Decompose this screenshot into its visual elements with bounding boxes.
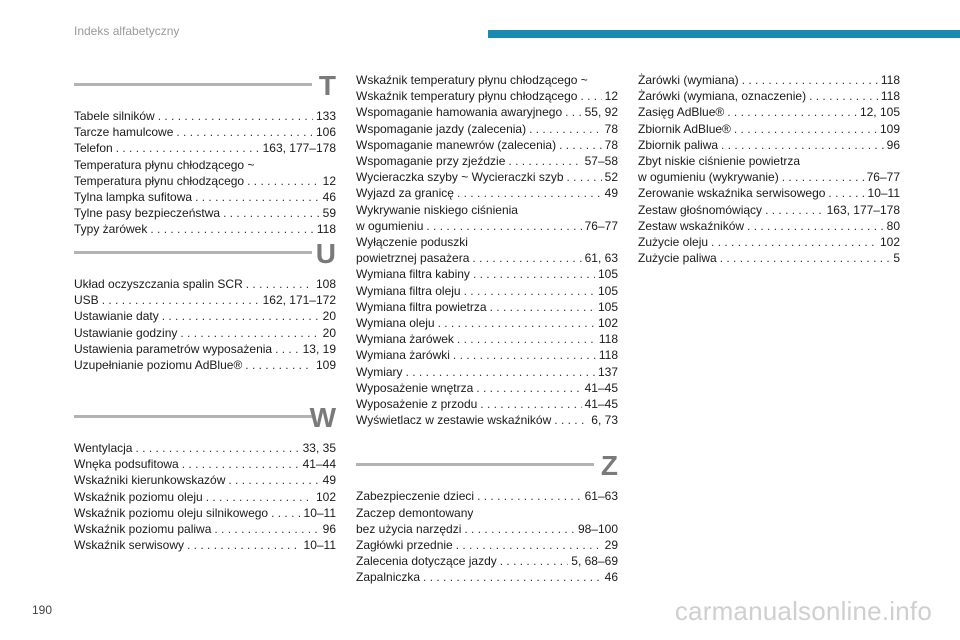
index-entry — [74, 341, 336, 357]
index-entry-heading: Wykrywanie niskiego ciśnienia — [356, 202, 518, 217]
index-column-right — [638, 72, 900, 266]
index-entry-list — [356, 488, 618, 585]
dot-leader — [453, 347, 596, 363]
dot-leader — [102, 292, 260, 308]
index-entry-text: Wskaźnik poziomu oleju silnikowego — [74, 505, 269, 520]
section-header — [356, 450, 618, 492]
index-entry-pages[interactable]: 5 — [893, 251, 900, 266]
index-entry-text: Wyposażenie z przodu — [356, 397, 478, 412]
index-entry-pages[interactable]: 163, 177–178 — [262, 141, 336, 156]
index-entry — [356, 202, 618, 234]
index-entry-pages[interactable]: 105 — [597, 267, 618, 282]
index-entry-text: Zużycie paliwa — [638, 251, 717, 266]
dot-leader — [464, 521, 575, 537]
index-entry — [638, 72, 900, 88]
index-entry — [638, 202, 900, 218]
index-entry — [74, 189, 336, 205]
section-header — [74, 402, 336, 444]
index-entry — [356, 347, 618, 363]
index-entry — [638, 218, 900, 234]
index-entry-text: Zasięg AdBlue® — [638, 105, 725, 120]
dot-leader — [246, 276, 313, 292]
index-entry-pages[interactable]: 118 — [316, 222, 336, 237]
index-entry-pages[interactable]: 118 — [598, 348, 618, 363]
index-entry — [356, 488, 618, 504]
section-w — [74, 402, 336, 553]
index-entry-text: Telefon — [74, 141, 113, 156]
index-entry-text: Wyposażenie wnętrza — [356, 380, 474, 395]
index-entry-pages[interactable]: 96 — [886, 137, 900, 152]
dot-leader — [490, 299, 595, 315]
index-entry-pages[interactable]: 76–77 — [866, 170, 900, 185]
index-entry-text: bez użycia narzędzi — [356, 521, 462, 536]
index-entry-pages[interactable]: 41–45 — [584, 380, 618, 395]
index-entry — [74, 276, 336, 292]
index-entry-pages[interactable]: 118 — [598, 332, 618, 347]
index-entry-text: Wskaźnik poziomu paliwa — [74, 522, 212, 537]
index-entry — [356, 412, 618, 428]
index-entry-text: Zbiornik paliwa — [638, 137, 719, 152]
index-entry-heading: Zaczep demontowany — [356, 505, 474, 520]
dot-leader — [456, 537, 602, 553]
index-entry-pages[interactable]: 78 — [604, 121, 618, 136]
dot-leader — [438, 315, 595, 331]
section-header — [74, 70, 336, 112]
dot-leader — [567, 169, 602, 185]
index-entry-pages[interactable]: 118 — [880, 89, 900, 104]
section-divider — [356, 463, 594, 466]
index-entry-text: Żarówki (wymiana, oznaczenie) — [638, 89, 807, 104]
index-entry — [356, 537, 618, 553]
index-entry-pages[interactable]: 108 — [315, 277, 336, 291]
index-entry-pages[interactable]: 59 — [322, 206, 336, 221]
index-entry-text: Zbiornik AdBlue® — [638, 121, 731, 136]
dot-leader — [828, 185, 864, 201]
index-entry-pages[interactable]: 78 — [604, 137, 618, 152]
index-entry — [74, 472, 336, 488]
index-entry-text: Żarówki (wymiana) — [638, 73, 739, 87]
index-entry-text: Wymiary — [356, 364, 403, 379]
index-entry — [356, 153, 618, 169]
index-entry-pages[interactable]: 13, 19 — [302, 341, 336, 356]
index-entry — [638, 234, 900, 250]
index-entry-text: Zabezpieczenie dzieci — [356, 489, 475, 504]
index-entry-heading: Zbyt niskie ciśnienie powietrza — [638, 154, 801, 169]
index-entry — [74, 521, 336, 537]
index-entry-heading: Wyłączenie poduszki — [356, 235, 468, 250]
index-entry-pages[interactable]: 52 — [604, 170, 618, 185]
index-entry-pages[interactable]: 118 — [880, 73, 900, 87]
index-entry-text: Wyświetlacz w zestawie wskaźników — [356, 413, 552, 428]
dot-leader — [457, 185, 602, 201]
index-entry-text: Tylna lampka sufitowa — [74, 190, 193, 205]
index-entry-pages[interactable]: 98–100 — [577, 521, 618, 536]
index-entry — [74, 124, 336, 140]
index-entry-heading: Wskaźnik temperatury płynu chłodzącego ~ — [356, 73, 588, 87]
dot-leader — [565, 104, 582, 120]
index-entry-text: Wspomaganie hamowania awaryjnego — [356, 105, 563, 120]
index-entry — [638, 104, 900, 120]
index-entry-text: Wspomaganie jazdy (zalecenia) — [356, 121, 527, 136]
index-entry-text: Zerowanie wskaźnika serwisowego — [638, 186, 826, 201]
dot-leader — [162, 308, 320, 324]
dot-leader — [476, 380, 581, 396]
index-entry-text: Wspomaganie przy zjeździe — [356, 154, 506, 169]
index-entry-text: Tylne pasy bezpieczeństwa — [74, 206, 221, 221]
index-entry-pages[interactable]: 29 — [604, 538, 618, 553]
index-entry-text: Temperatura płynu chłodzącego — [74, 173, 245, 188]
index-entry — [74, 537, 336, 553]
index-entry-pages[interactable]: 12, 105 — [859, 105, 900, 120]
index-entry-text: Ustawienia parametrów wyposażenia — [74, 341, 273, 356]
index-entry-pages[interactable]: 10–11 — [303, 505, 336, 520]
index-entry-pages[interactable]: 105 — [597, 283, 618, 298]
dot-leader — [472, 250, 581, 266]
index-entry-text: Zestaw głośnomówiący — [638, 202, 763, 217]
dot-leader — [135, 440, 299, 456]
index-column-left — [74, 70, 336, 553]
dot-leader — [176, 124, 313, 140]
index-entry — [74, 140, 336, 156]
index-entry — [74, 456, 336, 472]
dot-leader — [195, 189, 320, 205]
index-entry-list — [74, 440, 336, 553]
dot-leader — [150, 221, 314, 237]
index-entry-text: Wymiana oleju — [356, 316, 435, 331]
index-entry-pages[interactable]: 10–11 — [303, 538, 336, 553]
index-entry-pages[interactable]: 12 — [322, 173, 336, 188]
index-entry-text: Układ oczyszczania spalin SCR — [74, 277, 243, 291]
dot-leader — [116, 140, 260, 156]
dot-leader — [480, 396, 581, 412]
section-letter: T — [318, 70, 336, 101]
index-entry — [356, 72, 618, 104]
index-entry-pages[interactable]: 109 — [879, 121, 900, 136]
index-entry — [74, 205, 336, 221]
index-entry-text: w ogumieniu (wykrywanie) — [638, 170, 779, 185]
index-entry-text: Uzupełnianie poziomu AdBlue® — [74, 358, 243, 373]
index-entry-text: Wspomaganie manewrów (zalecenia) — [356, 137, 557, 152]
index-entry-pages[interactable]: 102 — [879, 235, 900, 250]
running-header-title: Indeks alfabetyczny — [74, 24, 180, 38]
index-entry — [356, 137, 618, 153]
index-entry-pages[interactable]: 137 — [597, 364, 618, 379]
index-entry-pages[interactable]: 12 — [604, 89, 618, 104]
index-entry-heading: Temperatura płynu chłodzącego ~ — [74, 157, 255, 172]
dot-leader — [187, 537, 301, 553]
section-header — [74, 238, 336, 280]
index-entry — [74, 308, 336, 324]
dot-leader — [473, 266, 595, 282]
dot-leader — [247, 173, 320, 189]
dot-leader — [426, 218, 581, 234]
dot-leader — [228, 472, 319, 488]
section-letter: Z — [600, 450, 618, 482]
index-entry-pages[interactable]: 46 — [604, 570, 618, 585]
index-entry — [356, 104, 618, 120]
index-entry-pages[interactable]: 105 — [597, 299, 618, 314]
index-entry — [356, 283, 618, 299]
index-entry-text: Wymiana filtra powietrza — [356, 299, 487, 314]
index-entry-pages[interactable]: 6, 73 — [591, 413, 618, 428]
index-entry-pages[interactable]: 96 — [322, 522, 336, 537]
dot-leader — [508, 153, 581, 169]
dot-leader — [580, 88, 601, 104]
index-entry-pages[interactable]: 106 — [315, 125, 336, 140]
index-entry-text: Tarcze hamulcowe — [74, 125, 174, 140]
index-entry-text: Typy żarówek — [74, 222, 148, 237]
dot-leader — [423, 569, 602, 585]
index-entry-text: Zestaw wskaźników — [638, 218, 745, 233]
index-entry-pages[interactable]: 20 — [322, 309, 336, 324]
section-letter: U — [315, 238, 336, 269]
index-entry-text: powietrznej pasażera — [356, 251, 470, 266]
index-entry-list — [638, 72, 900, 266]
dot-leader — [500, 553, 569, 569]
watermark: carmanualsonline.info — [674, 596, 932, 626]
index-entry-text: Wycieraczka szyby ~ Wycieraczki szyb — [356, 170, 564, 185]
dot-leader — [182, 456, 300, 472]
dot-leader — [406, 364, 595, 380]
index-entry-text: Ustawianie daty — [74, 309, 159, 324]
dot-leader — [782, 169, 864, 185]
index-entry-pages[interactable]: 133 — [315, 109, 336, 123]
dot-leader — [734, 121, 877, 137]
index-entry-text: Wskaźnik serwisowy — [74, 538, 185, 553]
index-entry-pages[interactable]: 109 — [315, 358, 336, 373]
index-entry-text: Wymiana filtra oleju — [356, 283, 461, 298]
index-entry — [356, 121, 618, 137]
index-entry-text: Wyjazd za granicę — [356, 186, 454, 201]
index-entry-pages[interactable]: 102 — [315, 489, 336, 504]
index-entry-text: Tabele silników — [74, 109, 155, 123]
index-entry — [356, 396, 618, 412]
index-column-middle — [356, 72, 618, 586]
index-entry-text: Ustawianie godziny — [74, 325, 178, 340]
index-entry-pages[interactable]: 41–44 — [302, 457, 336, 472]
dot-leader — [275, 341, 300, 357]
index-entry-text: Zagłówki przednie — [356, 538, 453, 553]
section-letter: W — [309, 402, 336, 433]
index-entry-text: USB — [74, 293, 99, 308]
index-entry — [638, 137, 900, 153]
dot-leader — [223, 205, 320, 221]
index-entry-text: Wnęka podsufitowa — [74, 457, 179, 472]
section-divider — [74, 415, 312, 418]
index-entry — [356, 505, 618, 537]
index-entry — [74, 489, 336, 505]
section-divider — [74, 83, 312, 86]
index-entry — [356, 569, 618, 585]
dot-leader — [720, 250, 891, 266]
dot-leader — [206, 489, 313, 505]
dot-leader — [721, 137, 884, 153]
index-entry-pages[interactable]: 55, 92 — [584, 105, 618, 120]
index-entry-text: Wskaźnik poziomu oleju — [74, 489, 203, 504]
index-entry-text: Wskaźniki kierunkowskazów — [74, 473, 226, 488]
index-entry — [356, 169, 618, 185]
dot-leader — [727, 104, 857, 120]
index-entry-pages[interactable]: 33, 35 — [302, 441, 336, 455]
index-entry-text: Wskaźnik temperatury płynu chłodzącego — [356, 89, 578, 104]
index-entry — [74, 157, 336, 189]
index-entry — [356, 553, 618, 569]
header-accent-bar — [488, 30, 960, 38]
index-entry — [356, 266, 618, 282]
index-entry-pages[interactable]: 76–77 — [584, 218, 618, 233]
index-entry — [356, 299, 618, 315]
page-number: 190 — [32, 603, 53, 617]
index-entry — [356, 185, 618, 201]
dot-leader — [742, 72, 878, 88]
dot-leader — [559, 137, 602, 153]
dot-leader — [457, 331, 596, 347]
index-entry-list — [356, 72, 618, 428]
index-entry-text: Wentylacja — [74, 441, 133, 455]
dot-leader — [809, 88, 878, 104]
index-entry-pages[interactable]: 61–63 — [584, 489, 618, 504]
dot-leader — [529, 121, 602, 137]
index-entry-text: Wymiana żarówek — [356, 332, 454, 347]
index-entry-pages[interactable]: 49 — [322, 473, 336, 488]
index-entry — [638, 88, 900, 104]
section-divider — [74, 251, 312, 254]
index-entry — [74, 221, 336, 237]
index-entry — [356, 380, 618, 396]
index-entry — [74, 505, 336, 521]
index-entry — [74, 108, 336, 124]
dot-leader — [711, 234, 877, 250]
index-entry — [356, 315, 618, 331]
index-entry-text: Wymiana żarówki — [356, 348, 450, 363]
index-entry-text: Zalecenia dotyczące jazdy — [356, 554, 497, 569]
dot-leader — [180, 325, 319, 341]
index-entry — [356, 331, 618, 347]
dot-leader — [214, 521, 319, 537]
index-entry-pages[interactable]: 10–11 — [867, 186, 900, 201]
index-entry-pages[interactable]: 46 — [322, 190, 336, 205]
section-t — [74, 70, 336, 237]
index-entry-text: Zużycie oleju — [638, 235, 709, 250]
dot-leader — [477, 488, 582, 504]
index-entry-pages[interactable]: 61, 63 — [584, 251, 618, 266]
index-entry-pages[interactable]: 162, 171–172 — [262, 293, 336, 308]
index-entry-pages[interactable]: 20 — [322, 325, 336, 340]
index-entry-pages[interactable]: 5, 68–69 — [571, 554, 618, 569]
index-entry-text: Wymiana filtra kabiny — [356, 267, 470, 282]
index-entry — [74, 357, 336, 373]
index-entry — [638, 153, 900, 185]
index-entry-text: w ogumieniu — [356, 218, 424, 233]
index-entry-pages[interactable]: 57–58 — [584, 154, 618, 169]
index-entry-list — [74, 276, 336, 373]
index-entry-list — [74, 108, 336, 238]
index-entry-text: Zapalniczka — [356, 570, 421, 585]
dot-leader — [554, 412, 588, 428]
dot-leader — [747, 218, 884, 234]
dot-leader — [245, 357, 313, 373]
index-entry — [74, 440, 336, 456]
index-entry — [74, 325, 336, 341]
index-entry — [74, 292, 336, 308]
dot-leader — [464, 283, 595, 299]
index-entry-pages[interactable]: 102 — [597, 316, 618, 331]
index-entry — [356, 234, 618, 266]
index-entry-pages[interactable]: 49 — [604, 186, 618, 201]
index-entry — [638, 121, 900, 137]
dot-leader — [158, 108, 313, 124]
index-entry-pages[interactable]: 163, 177–178 — [826, 202, 900, 217]
index-entry — [638, 185, 900, 201]
section-z — [356, 450, 618, 585]
dot-leader — [765, 202, 824, 218]
dot-leader — [271, 505, 300, 521]
index-entry — [638, 250, 900, 266]
index-entry-pages[interactable]: 41–45 — [584, 397, 618, 412]
index-entry — [356, 364, 618, 380]
section-u — [74, 238, 336, 406]
index-entry-pages[interactable]: 80 — [886, 218, 900, 233]
